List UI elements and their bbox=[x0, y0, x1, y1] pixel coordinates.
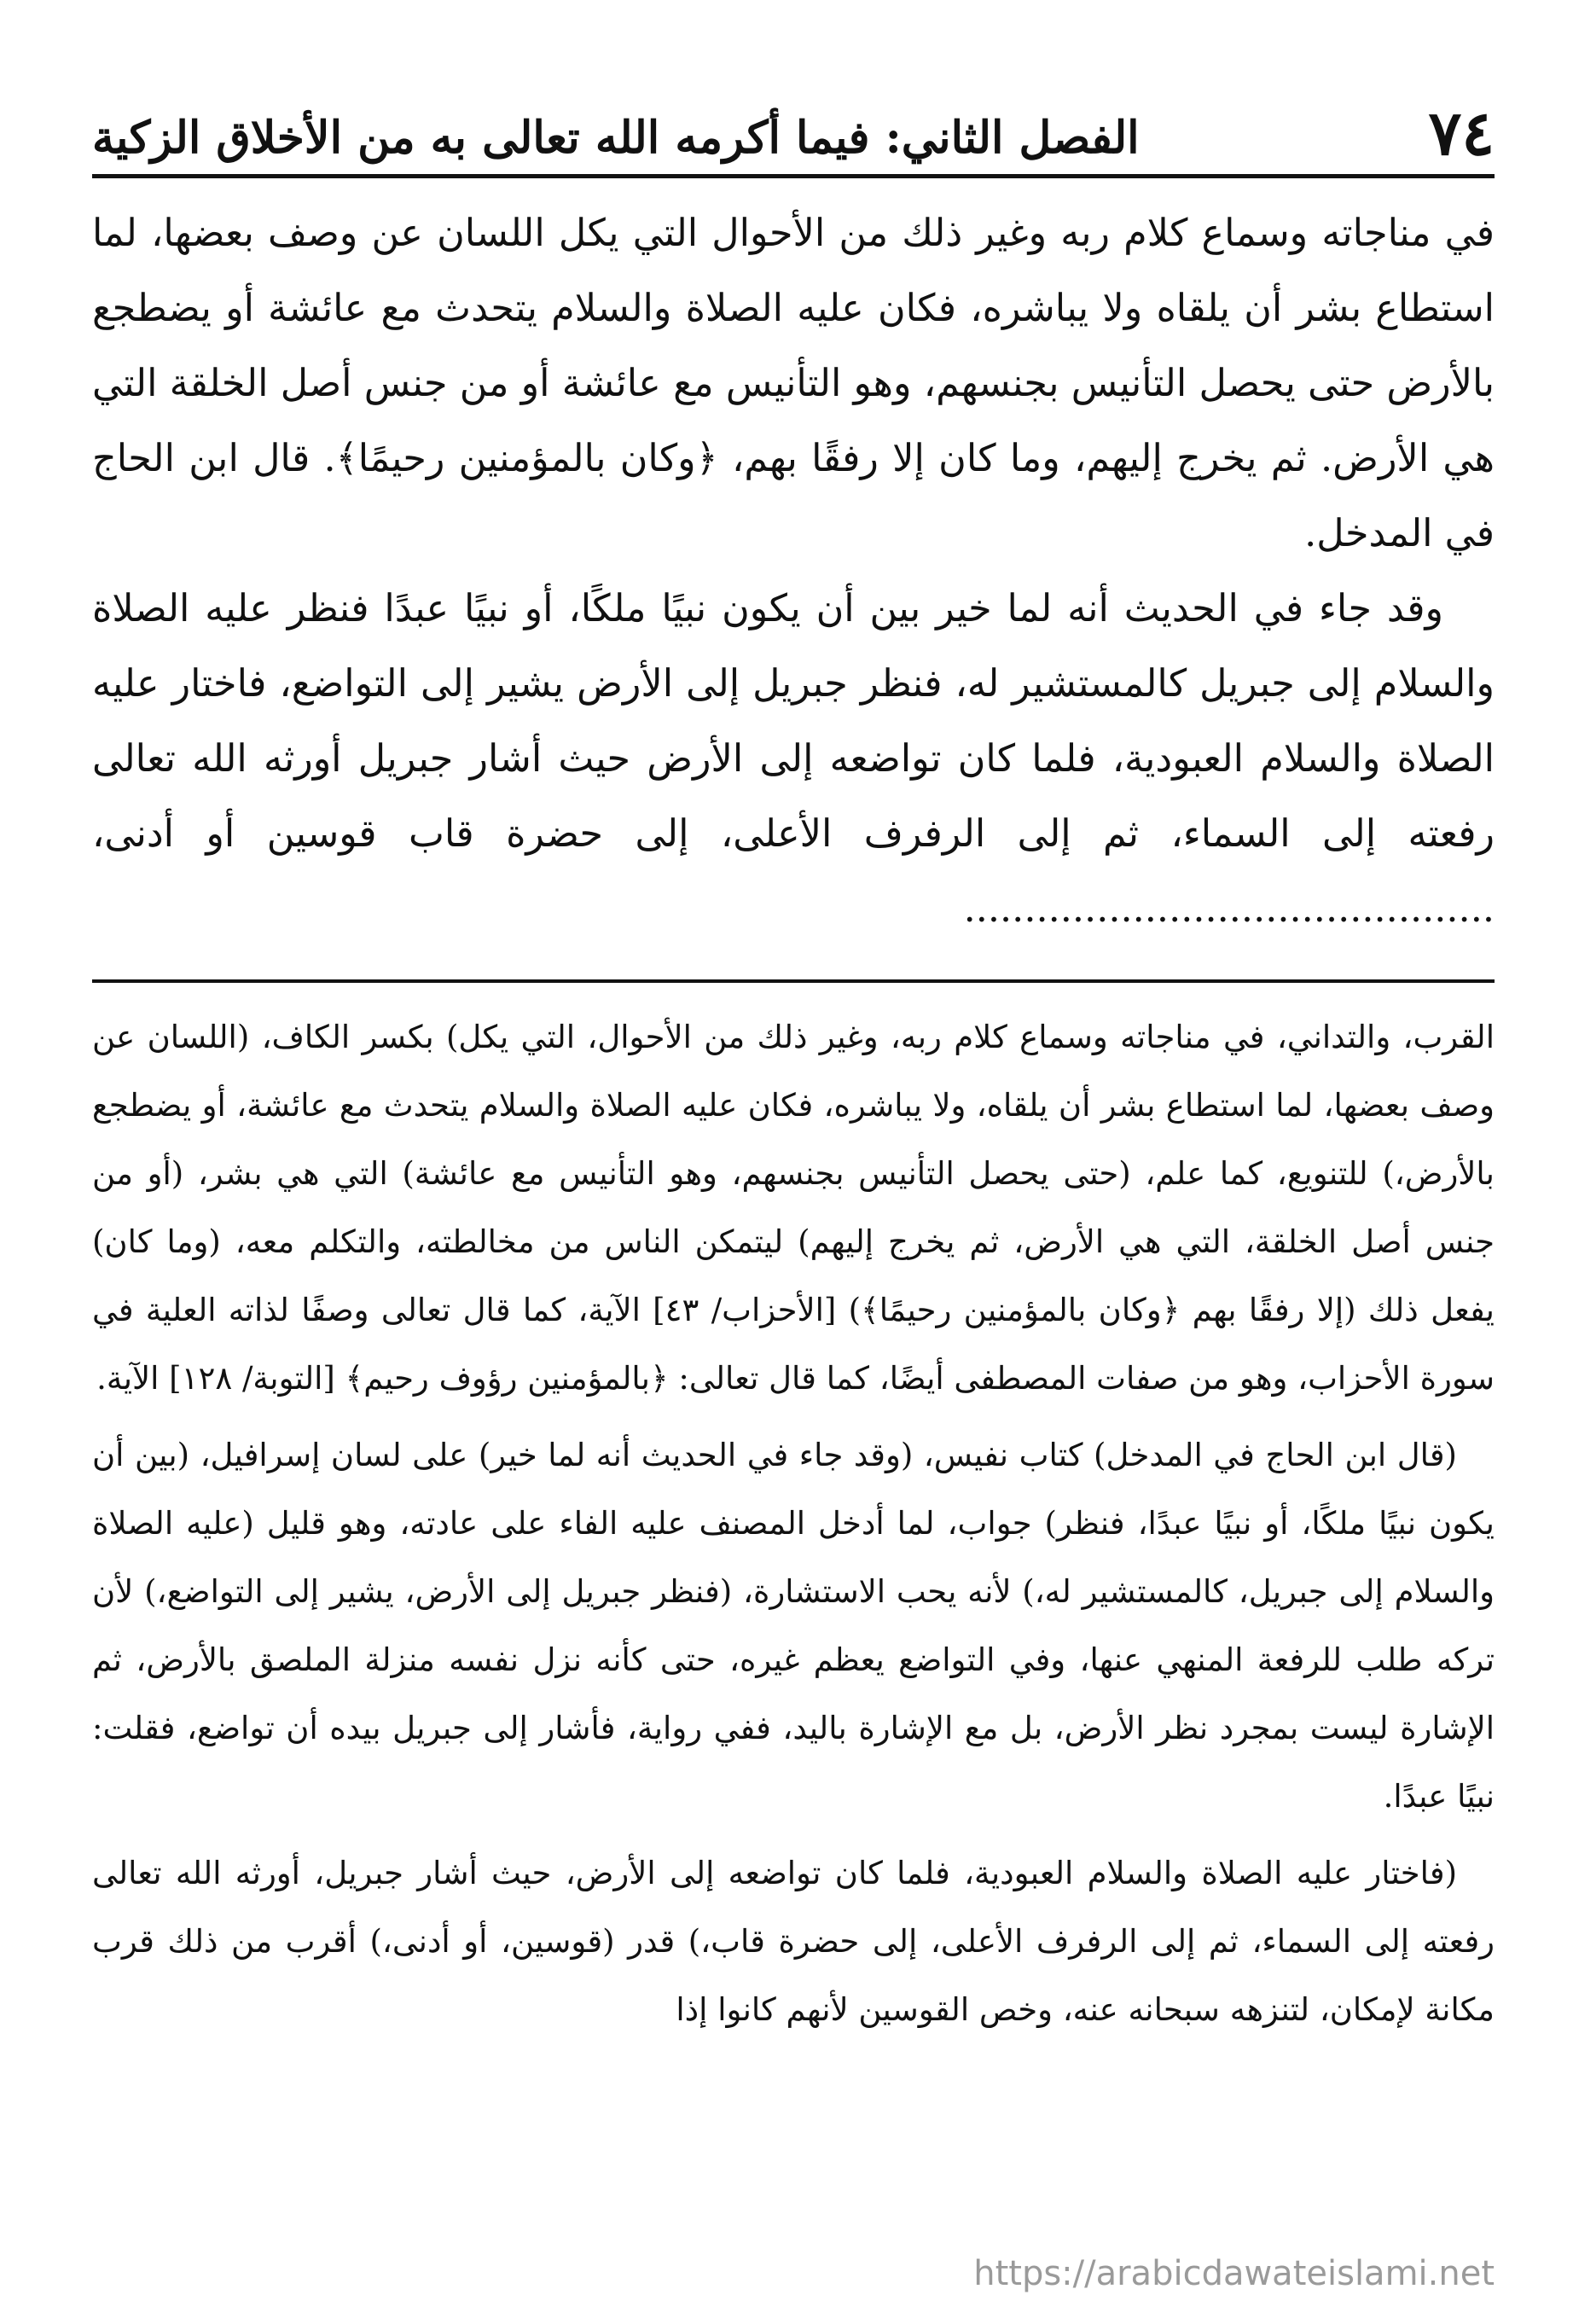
main-paragraph-text: وقد جاء في الحديث أنه لما خير بين أن يكون نبيًا ملكًا، أو نبيًا عبدًا فنظر عليه الصلاة والسلام إلى جبريل كالمستشير له، فنظر جبريل إلى الأرض يشير إلى التواضع، فاختار عليه الصلاة والسلام العبودية، فلما كان تواضعه إلى الأرض حيث أشار جبريل أورثه الله تعالى رفعته إلى السماء، ثم إلى الرفرف الأعلى، إلى حضرة قاب قوسين أو أدنى، bbox=[92, 587, 1495, 856]
continuation-dots: ............................................ bbox=[963, 887, 1495, 931]
separator-rule bbox=[92, 979, 1495, 983]
page-header bbox=[92, 96, 1495, 178]
watermark-url: https://arabicdawateislami.net bbox=[973, 2254, 1495, 2293]
main-text bbox=[92, 196, 1495, 947]
commentary-text bbox=[92, 1003, 1495, 2053]
page-number: ٧٤ bbox=[1428, 96, 1495, 169]
commentary-paragraph: (قال ابن الحاج في المدخل) كتاب نفيس، (وقد جاء في الحديث أنه لما خير) على لسان إسرافيل، (بين أن يكون نبيًا ملكًا، أو نبيًا عبدًا، فنظر) جواب، لما أدخل المصنف عليه الفاء على عادته، وهو قليل (عليه الصلاة والسلام إلى جبريل، كالمستشير له،) لأنه يحب الاستشارة، (فنظر جبريل إلى الأرض، يشير إلى التواضع،) لأن تركه طلب للرفعة المنهي عنها، وفي التواضع يعظم غيره، حتى كأنه نزل نفسه منزلة الملصق بالأرض، ثم الإشارة ليست بمجرد نظر الأرض، بل مع الإشارة باليد، ففي رواية، فأشار إلى جبريل بيده أن تواضع، فقلت: نبيًا عبدًا. bbox=[92, 1437, 1495, 1815]
main-paragraph-text: في مناجاته وسماع كلام ربه وغير ذلك من الأحوال التي يكل اللسان عن وصف بعضها، لما استطاع بشر أن يلقاه ولا يباشره، فكان عليه الصلاة والسلام يتحدث مع عائشة أو يضطجع بالأرض حتى يحصل التأنيس بجنسهم، وهو التأنيس مع عائشة أو من جنس أصل الخلقة التي هي الأرض. ثم يخرج إليهم، وما كان إلا رفقًا بهم، ﴿وكان بالمؤمنين رحيمًا﴾. قال ابن الحاج في المدخل. bbox=[92, 212, 1495, 555]
chapter-title: الفصل الثاني: فيما أكرمه الله تعالى به من الأخلاق الزكية bbox=[92, 112, 1140, 164]
main-paragraph bbox=[92, 196, 1495, 572]
main-paragraph bbox=[92, 572, 1495, 947]
commentary-paragraph: القرب، والتداني، في مناجاته وسماع كلام ربه، وغير ذلك من الأحوال، التي يكل) بكسر الكاف، (اللسان عن وصف بعضها، لما استطاع بشر أن يلقاه، ولا يباشره، فكان عليه الصلاة والسلام يتحدث مع عائشة، أو يضطجع بالأرض،) للتنويع، كما علم، (حتى يحصل التأنيس بجنسهم، وهو التأنيس مع عائشة) التي هي بشر، (أو من جنس أصل الخلقة، التي هي الأرض، ثم يخرج إليهم) ليتمكن الناس من مخالطته، والتكلم معه، (وما كان) يفعل ذلك (إلا رفقًا بهم ﴿وكان بالمؤمنين رحيمًا﴾) [الأحزاب/ ٤٣] الآية، كما قال تعالى وصفًا لذاته العلية في سورة الأحزاب، وهو من صفات المصطفى أيضًا، كما قال تعالى: ﴿بالمؤمنين رؤوف رحيم﴾ [التوبة/ ١٢٨] الآية. bbox=[92, 1019, 1495, 1397]
commentary-paragraph: (فاختار عليه الصلاة والسلام العبودية، فلما كان تواضعه إلى الأرض، حيث أشار جبريل، أورثه الله تعالى رفعته إلى السماء، ثم إلى الرفرف الأعلى، إلى حضرة قاب،) قدر (قوسين، أو أدنى،) أقرب من ذلك قرب مكانة لإمكان، لتنزهه سبحانه عنه، وخص القوسين لأنهم كانوا إذا bbox=[92, 1855, 1495, 2028]
